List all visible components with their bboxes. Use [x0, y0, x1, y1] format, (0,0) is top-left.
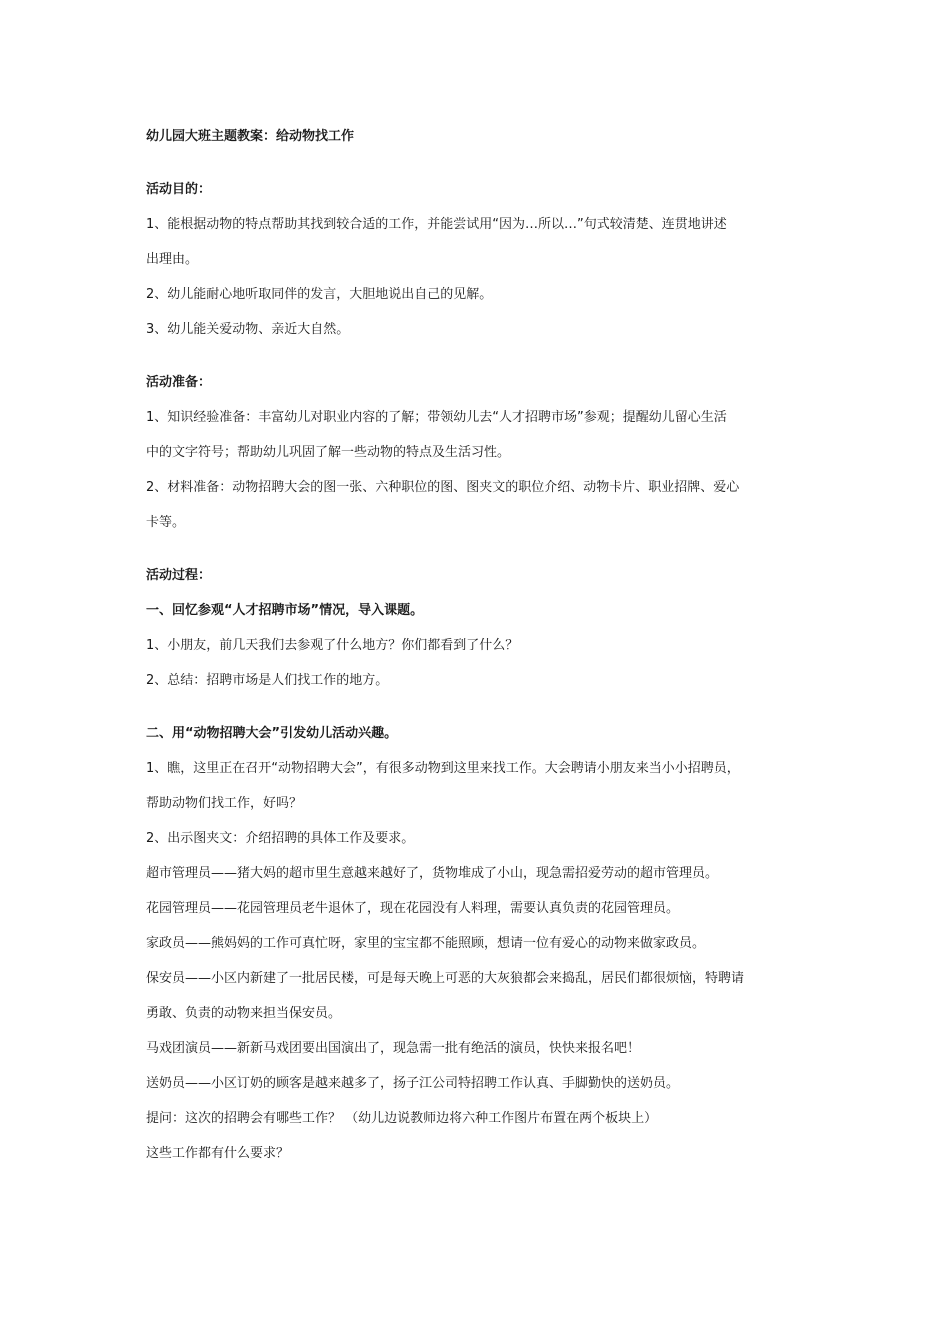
section-1-heading: 一、回忆参观“人才招聘市场”情况，导入课题。	[146, 603, 424, 618]
document-page	[146, 127, 816, 1164]
section-1-item-2: 2、总结：招聘市场是人们找工作的地方。	[146, 673, 389, 688]
prep-item-2-line-1: 2、材料准备：动物招聘大会的图一张、六种职位的图、图夹文的职位介绍、动物卡片、职业招牌、爱心	[146, 480, 740, 495]
prep-item-1-line-2: 中的文字符号；帮助幼儿巩固了解一些动物的特点及生活习性。	[146, 445, 511, 460]
process-heading: 活动过程：	[146, 568, 212, 583]
job-garden: 花园管理员——花园管理员老牛退休了，现在花园没有人料理，需要认真负责的花园管理员。	[146, 901, 680, 916]
goals-item-3: 3、幼儿能关爱动物、亲近大自然。	[146, 322, 350, 337]
job-housekeeping: 家政员——熊妈妈的工作可真忙呀，家里的宝宝都不能照顾，想请一位有爱心的动物来做家政员。	[146, 936, 706, 951]
prep-item-2-line-2: 卡等。	[146, 515, 186, 530]
question-1: 提问：这次的招聘会有哪些工作？ （幼儿边说教师边将六种工作图片布置在两个板块上）	[146, 1111, 658, 1126]
job-supermarket: 超市管理员——猪大妈的超市里生意越来越好了，货物堆成了小山，现急需招爱劳动的超市管理员。	[146, 866, 719, 881]
goals-item-1-line-1: 1、能根据动物的特点帮助其找到较合适的工作，并能尝试用“因为…所以…”句式较清楚、连贯地讲述	[146, 217, 727, 232]
goals-item-2: 2、幼儿能耐心地听取同伴的发言，大胆地说出自己的见解。	[146, 287, 493, 302]
goals-heading: 活动目的：	[146, 182, 212, 197]
document-title: 幼儿园大班主题教案：给动物找工作	[146, 129, 355, 144]
section-2-item-2: 2、出示图夹文：介绍招聘的具体工作及要求。	[146, 831, 415, 846]
job-milk-delivery: 送奶员——小区订奶的顾客是越来越多了，扬子江公司特招聘工作认真、手脚勤快的送奶员。	[146, 1076, 680, 1091]
goals-item-1-line-2: 出理由。	[146, 252, 199, 267]
section-2-item-1-line-2: 帮助动物们找工作，好吗？	[146, 796, 303, 811]
section-1-item-1: 1、小朋友，前几天我们去参观了什么地方？你们都看到了什么？	[146, 638, 519, 653]
section-2-heading: 二、用“动物招聘大会”引发幼儿活动兴趣。	[146, 726, 398, 741]
job-circus: 马戏团演员——新新马戏团要出国演出了，现急需一批有绝活的演员，快快来报名吧！	[146, 1041, 641, 1056]
prep-heading: 活动准备：	[146, 375, 212, 390]
job-security-line-1: 保安员——小区内新建了一批居民楼，可是每天晚上可恶的大灰狼都会来捣乱，居民们都很烦恼，特聘请	[146, 971, 745, 986]
question-2: 这些工作都有什么要求？	[146, 1146, 290, 1161]
prep-item-1-line-1: 1、知识经验准备：丰富幼儿对职业内容的了解；带领幼儿去“人才招聘市场”参观；提醒幼儿留心生活	[146, 410, 727, 425]
section-2-item-1-line-1: 1、瞧，这里正在召开“动物招聘大会”，有很多动物到这里来找工作。大会聘请小朋友来当小小招聘员，	[146, 761, 740, 776]
job-security-line-2: 勇敢、负责的动物来担当保安员。	[146, 1006, 342, 1021]
